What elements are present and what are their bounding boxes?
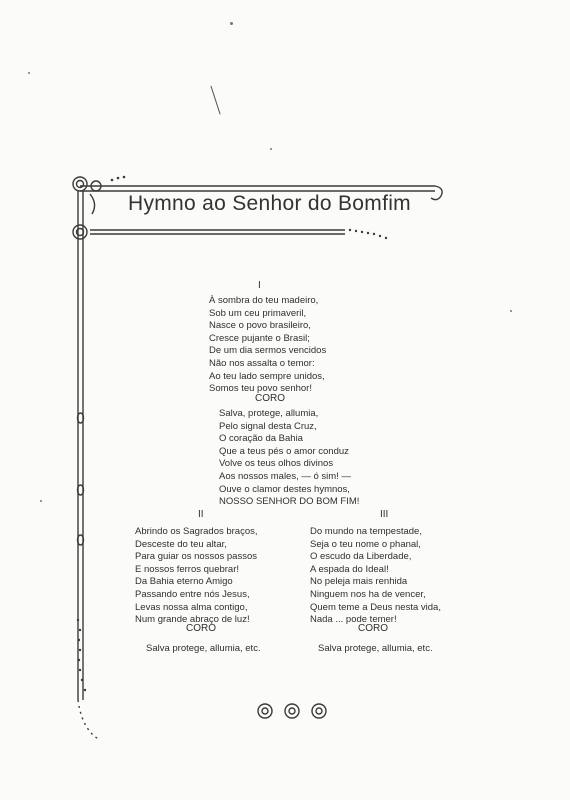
verse-line: No peleja mais renhida [310,576,408,588]
verse-line: Desceste do teu altar, [135,538,227,550]
page-title: Hymno ao Senhor do Bomfim [128,192,411,215]
coro-block [219,408,359,509]
verse-line: Que a teus pés o amor conduz [219,445,349,457]
verse-line: Ninguem nos ha de vencer, [310,588,426,600]
verse-line: O escudo da Liberdade, [310,551,412,563]
verse-line: Não nos assalta o temor: [209,357,315,369]
verse-line: Aos nossos males, — ó sim! — [219,470,351,482]
stem-flourish [90,194,95,214]
rose-icon-center [262,708,268,714]
verse-line: Nada ... pode temer! [310,614,397,626]
rose-icon [312,704,326,718]
rose-icon-center [289,708,295,714]
stanza-number: II [198,509,204,520]
bottom-flourish [78,700,100,740]
verse-line: Num grande abraço de luz! [135,614,250,626]
verse-line: Para guiar os nossos passos [135,551,257,563]
rose-icon-center [316,708,322,714]
verse-line: NOSSO SENHOR DO BOM FIM! [219,496,360,508]
verse-line: À sombra do teu madeiro, [209,295,319,306]
verse-line: Quem teme a Deus nesta vida, [310,601,441,613]
coro-heading: CORO [255,393,285,404]
verse-line: Sob um ceu primaveril, [209,307,307,319]
verse-line: Da Bahia eterno Amigo [135,576,233,588]
verse-line: Volve os teus olhos divinos [219,458,334,470]
coro-heading: CORO [186,623,216,634]
rose-icon [258,704,272,718]
verse-line: Levas nossa alma contigo, [135,601,248,613]
verse-line: Seja o teu nome o phanal, [310,538,421,550]
scan-speck [28,72,30,74]
verse-line: Ao teu lado sempre unidos, [209,370,325,382]
scan-speck [40,500,42,502]
stanza-3 [310,526,441,627]
verse-line: Cresce pujante o Brasil; [209,332,310,344]
coro-reference: Salva protege, allumia, etc. [146,643,261,654]
verse-line: Do mundo na tempestade, [310,526,422,537]
scan-speck [230,22,233,25]
verse-line: E nossos ferros quebrar! [135,563,240,575]
verse-line: Somos teu povo senhor! [209,383,312,395]
verse-line: Pelo signal desta Cruz, [219,420,317,432]
stanza-1 [209,295,326,396]
rose-icon [285,704,299,718]
rose-icon [73,177,87,191]
scan-speck [270,148,272,150]
scan-speck [510,310,512,312]
verse-line: Abrindo os Sagrados braços, [135,526,258,537]
stanza-2 [135,526,258,627]
verse-line: Ouve o clamor destes hymnos, [219,483,350,495]
verse-line: De um dia sermos vencidos [209,345,327,357]
coro-reference: Salva protege, allumia, etc. [318,643,433,654]
verse-line: Passando entre nós Jesus, [135,588,250,600]
stanza-number: III [380,509,389,520]
verse-line: O coração da Bahia [219,433,303,445]
verse-line: A espada do Ideal! [310,563,389,575]
verse-line: Salva, protege, allumia, [219,408,319,419]
verse-line: Nasce o povo brasileiro, [209,320,311,332]
rose-icon [73,225,87,239]
stanza-number: I [258,280,261,291]
coro-heading: CORO [358,623,388,634]
